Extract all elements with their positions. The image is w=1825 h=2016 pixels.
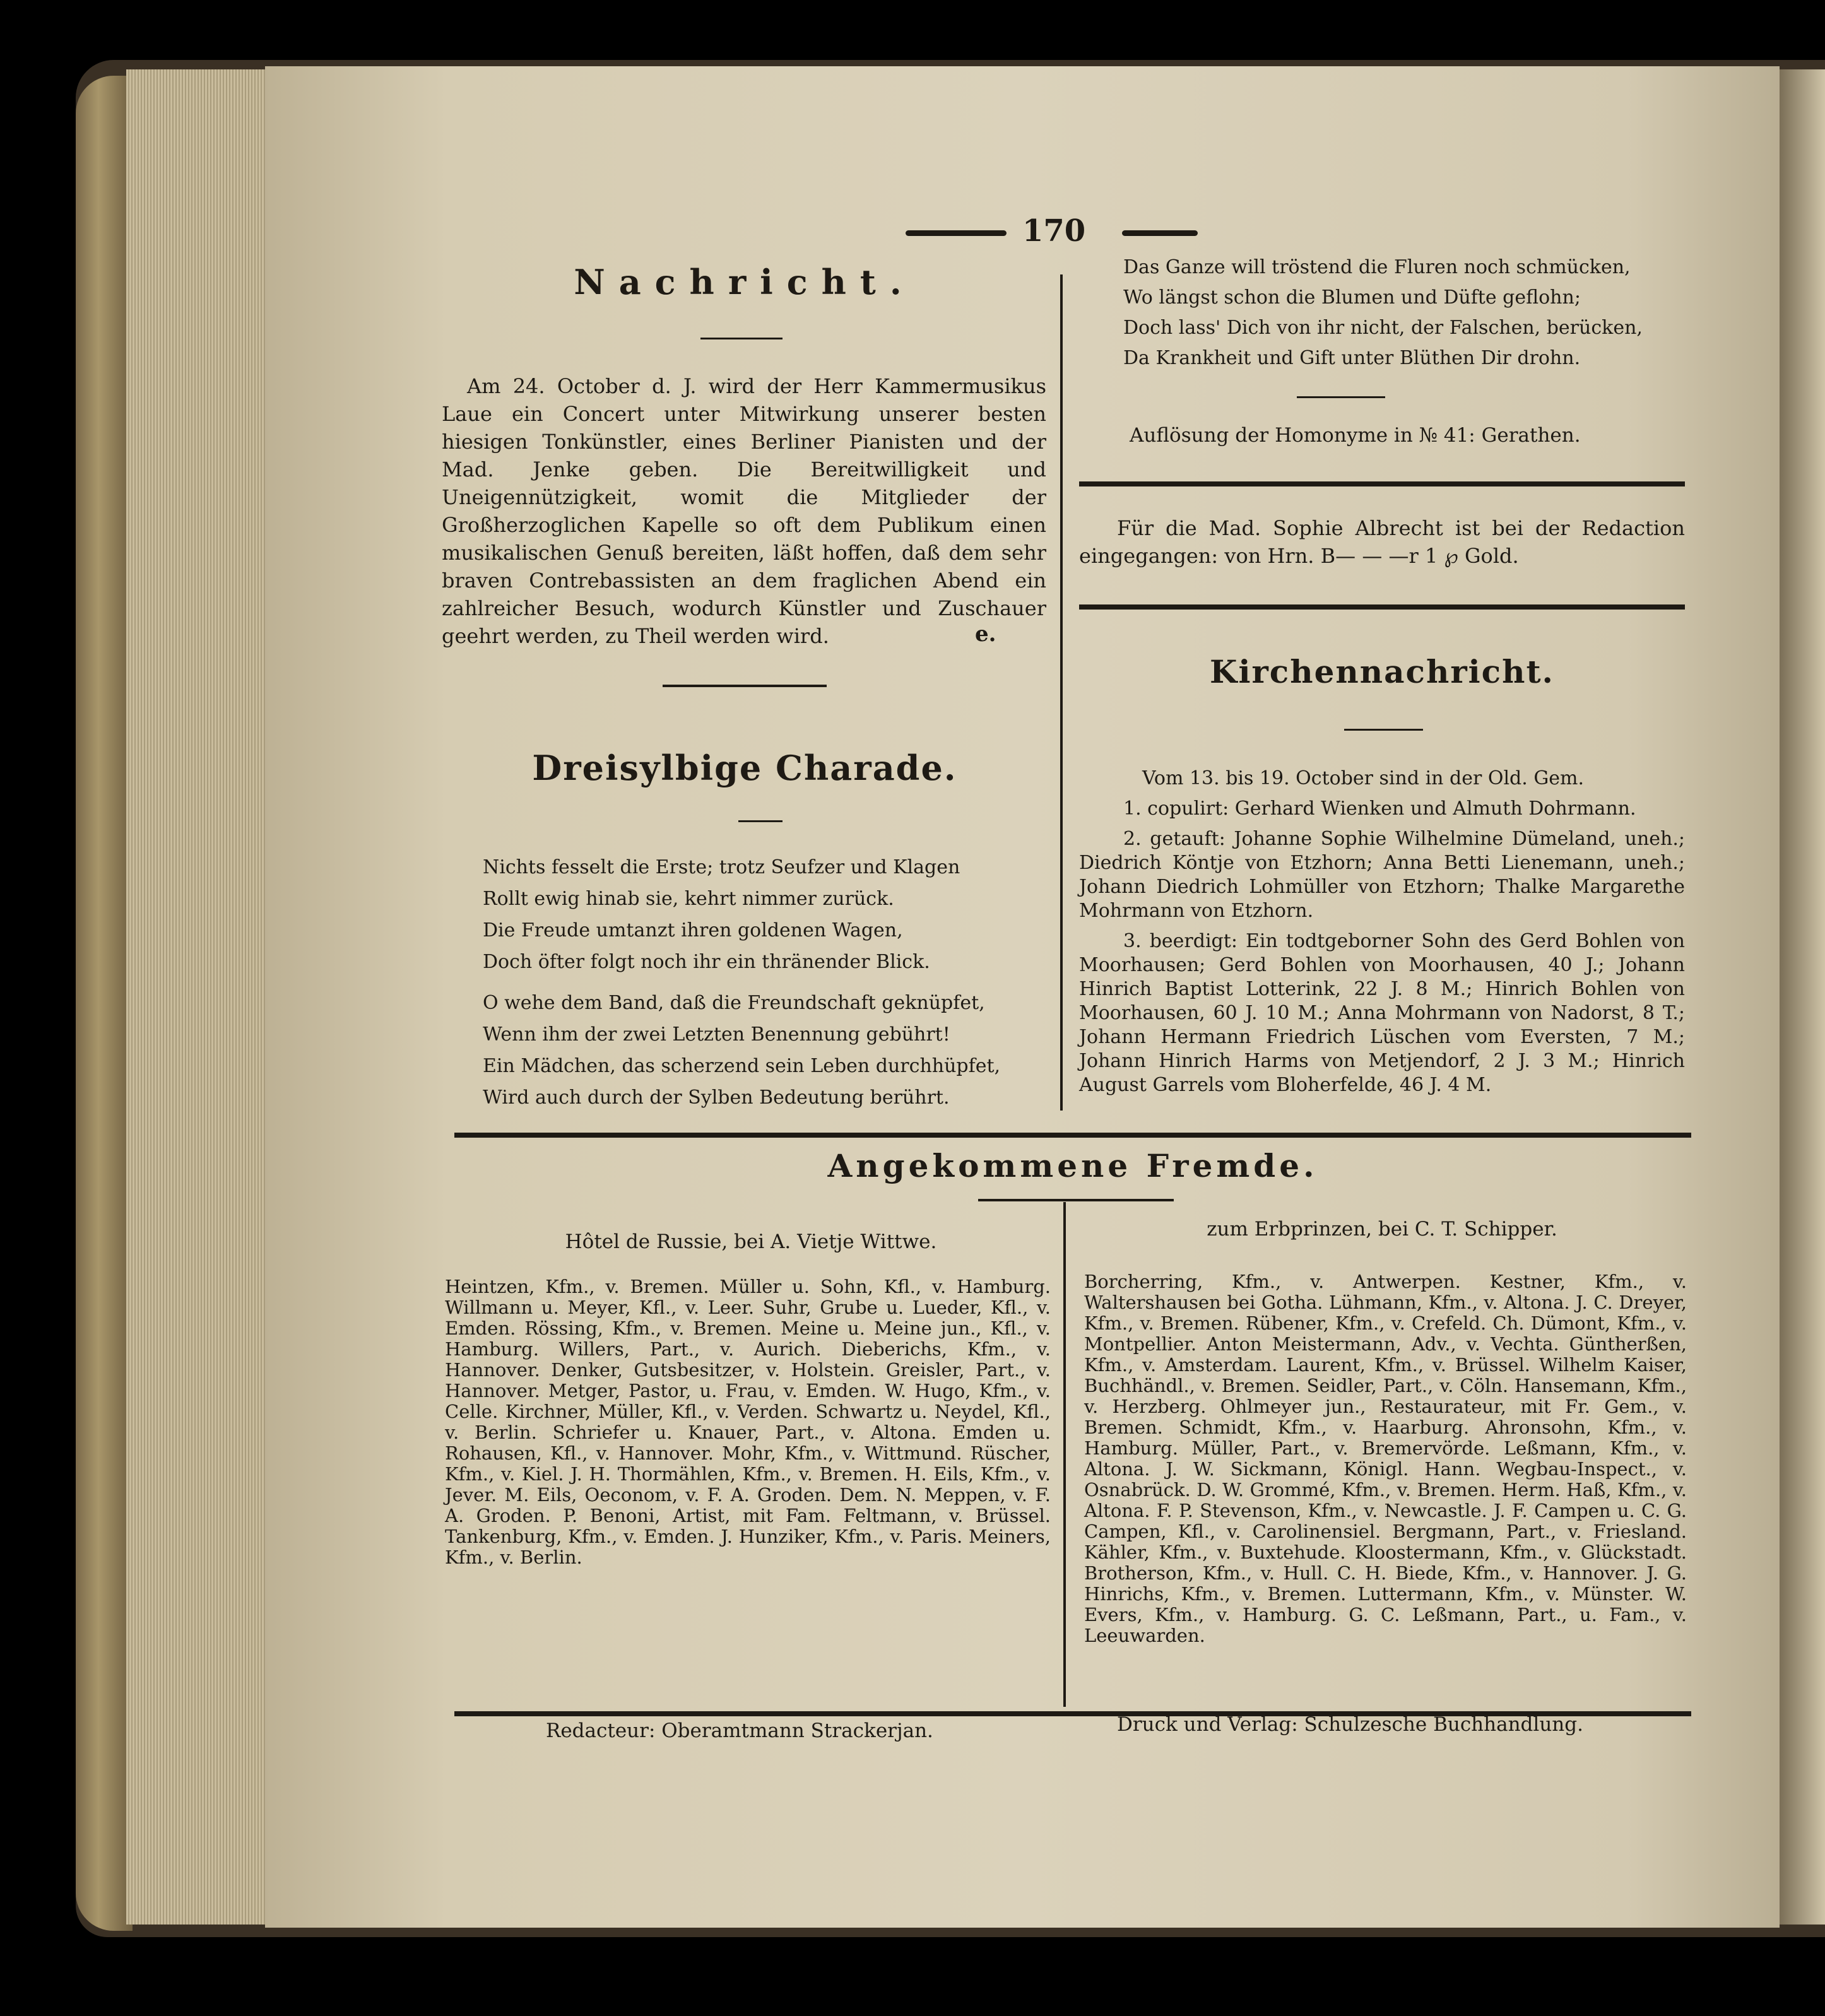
hotel-2-guests: Borcherring, Kfm., v. Antwerpen. Kestner, Kfm., v. Waltershausen bei Gotha. Lühmann, Kfm., v. Altona. J. C. Dreyer, Kfm., v. Bremen. Rübener, Kfm., v. Crefeld. Ch. Dümont, Kfm., v. Montpellier. Anton Meistermann, Adv., v. Vechta. Güntherßen, Kfm., v. Amsterdam. Laurent, Kfm., v. Brüssel. Wilhelm Kaiser, Buchhändl., v. Bremen. Seidler, Part., v. Cöln. Hansemann, Kfm., v. Herzberg. Ohlmeyer jun., Restaurateur, mit Fr. Gem., v. Bremen. Schmidt, Kfm., v. Haarburg. Ahronsohn, Kfm., v. Hamburg. Müller, Part., v. Bremervörde. Leßmann, Kfm., v. Altona. J. W. Sickmann, Königl. Hann. Wegbau-Inspect., v. Osnabrück. D. W. Grommé, Kfm., v. Bremen. Herm. Haß, Kfm., v. Altona. F. P. Stevenson, Kfm., v. Newcastle. J. F. Campen u. C. G. Campen, Kfl., v. Carolinensiel. Bergmann, Part., v. Friesland. Kähler, Kfm., v. Buxtehude. Kloostermann, Kfm., v. Glückstadt. Brotherson, Kfm., v. Hull. C. H. Biede, Kfm., v. Hannover. J. G. Hinrichs, Kfm., v. Bremen. Luttermann, Kfm., v. Münster. W. Evers, Kfm., v. Hamburg. G. C. Leßmann, Part., u. Fam., v. Leeuwarden. [1084,1271,1687,1646]
charade-title: Dreisylbige Charade. [532,748,957,788]
fremde-title-rule [978,1199,1174,1201]
footer-druck: Druck und Verlag: Schulzesche Buchhandlung. [1117,1713,1583,1736]
charade-title-rule [738,820,783,822]
charade-stanza-2 [483,987,1051,1114]
verse-line: Nichts fesselt die Erste; trotz Seufzer und Klagen [483,856,960,878]
kirche-title-rule [1344,729,1423,731]
verse-line: Wo längst schon die Blumen und Düfte geflohn; [1123,286,1581,309]
book-spine [76,76,133,1931]
verse-line: O wehe dem Band, daß die Freundschaft geknüpfet, [483,992,985,1014]
verse-line: Wird auch durch der Sylben Bedeutung berührt. [483,1087,950,1109]
verse-line: Wenn ihm der zwei Letzten Benennung gebührt! [483,1023,950,1046]
thick-rule-3 [454,1133,1691,1138]
page-edges [126,69,271,1925]
charade-stanza-1 [483,852,1051,978]
stanza-rule [1297,396,1385,398]
charade-stanza-3 [1123,252,1691,374]
verse-line: Doch lass' Dich von ihr nicht, der Falschen, berücken, [1123,317,1643,339]
kirche-body [1079,767,1685,1097]
nachricht-signature: e. [975,622,996,647]
kirche-getauft: 2. getauft: Johanne Sophie Wilhelmine Dümeland, uneh.; Diedrich Köntje von Etzhorn; Anna Betti Lienemann, uneh.; Johann Diedrich Lohmüller von Etzhorn; Thalke Margarethe Mohrmann von Etzhorn. [1079,828,1685,922]
verse-line: Doch öfter folgt noch ihr ein thränender Blick. [483,951,930,973]
header-ornament-right [1122,230,1198,236]
verse-line: Rollt ewig hinab sie, kehrt nimmer zurück. [483,888,894,910]
thick-rule-2 [1079,604,1685,610]
next-page-edge [1780,69,1825,1925]
header-ornament-left [906,230,1007,236]
spende: Für die Mad. Sophie Albrecht ist bei der Redaction eingegangen: von Hrn. B— — —r 1 ℘ Gold. [1079,516,1685,568]
column-rule-bottom [1063,1202,1066,1707]
thick-rule-1 [1079,481,1685,486]
kirche-title: Kirchennachricht. [1210,653,1554,690]
section-divider [663,685,827,687]
verse-line: Das Ganze will tröstend die Fluren noch schmücken, [1123,256,1631,278]
verse-line: Die Freude umtanzt ihren goldenen Wagen, [483,919,903,941]
nachricht-title: Nachricht. [574,262,916,302]
kirche-copulirt: 1. copulirt: Gerhard Wienken und Almuth Dohrmann. [1123,798,1636,820]
fremde-title: Angekommene Fremde. [827,1147,1318,1184]
nachricht-title-rule [700,338,783,339]
verse-line: Da Krankheit und Gift unter Blüthen Dir drohn. [1123,347,1581,369]
aufloesung: Auflösung der Homonyme in № 41: Gerathen. [1130,424,1581,447]
page-number: 170 [1022,213,1086,249]
verse-line: Ein Mädchen, das scherzend sein Leben durchhüpfet, [483,1055,1001,1077]
nachricht-body: Am 24. October d. J. wird der Herr Kammermusikus Laue ein Concert unter Mitwirkung unserer besten hiesigen Tonkünstler, eines Berliner Pianisten und der Mad. Jenke geben. Die Bereitwilligkeit und Uneigennützigkeit, womit die Mitglieder der Großherzoglichen Kapelle so oft dem Publikum einen musikalischen Genuß bereiten, läßt hoffen, daß dem sehr braven Contrebassisten an dem fraglichen Abend ein zahlreicher Besuch, wodurch Künstler und Zuschauer geehrt werden, zu Theil werden wird. [442,374,1046,648]
hotel-1-heading: Hôtel de Russie, bei A. Vietje Wittwe. [565,1230,937,1253]
hotel-1-guests: Heintzen, Kfm., v. Bremen. Müller u. Sohn, Kfl., v. Hamburg. Willmann u. Meyer, Kfl., v. Leer. Suhr, Grube u. Lueder, Kfl., v. Emden. Rössing, Kfm., v. Bremen. Meine u. Meine jun., Kfl., v. Hamburg. Willers, Part., v. Aurich. Dieberichs, Kfm., v. Hannover. Denker, Gutsbesitzer, v. Holstein. Greisler, Part., v. Hannover. Metger, Pastor, u. Frau, v. Emden. W. Hugo, Kfm., v. Celle. Kirchner, Müller, Kfl., v. Verden. Schwartz u. Neydel, Kfl., v. Berlin. Schriefer u. Knauer, Part., v. Altona. Emden u. Rohausen, Kfl., v. Hannover. Mohr, Kfm., v. Wittmund. Rüscher, Kfm., v. Kiel. J. H. Thormählen, Kfm., v. Bremen. H. Eils, Kfm., v. Jever. M. Eils, Oeconom, v. F. A. Groden. Dem. N. Meppen, v. F. A. Groden. P. Benoni, Artist, mit Fam. Feltmann, v. Brüssel. Tankenburg, Kfm., v. Emden. J. Hunziker, Kfm., v. Paris. Meiners, Kfm., v. Berlin. [445,1276,1051,1568]
kirche-intro: Vom 13. bis 19. October sind in der Old. Gem. [1142,767,1585,789]
column-rule-top [1060,274,1063,1111]
kirche-beerdigt: 3. beerdigt: Ein todtgeborner Sohn des Gerd Bohlen von Moorhausen; Gerd Bohlen von Moorhausen, 40 J.; Johann Hinrich Baptist Lotterink, 22 J. 8 M.; Hinrich Bohlen von Moorhausen, 60 J. 10 M.; Anna Mohrmann von Nadorst, 8 T.; Johann Hermann Friedrich Lüschen vom Eversten, 7 M.; Johann Hinrich Harms von Metjendorf, 2 J. 3 M.; Hinrich August Garrels vom Bloherfelde, 46 J. 4 M. [1079,930,1685,1096]
footer-redacteur: Redacteur: Oberamtmann Strackerjan. [546,1719,933,1742]
hotel-2-heading: zum Erbprinzen, bei C. T. Schipper. [1207,1218,1557,1241]
